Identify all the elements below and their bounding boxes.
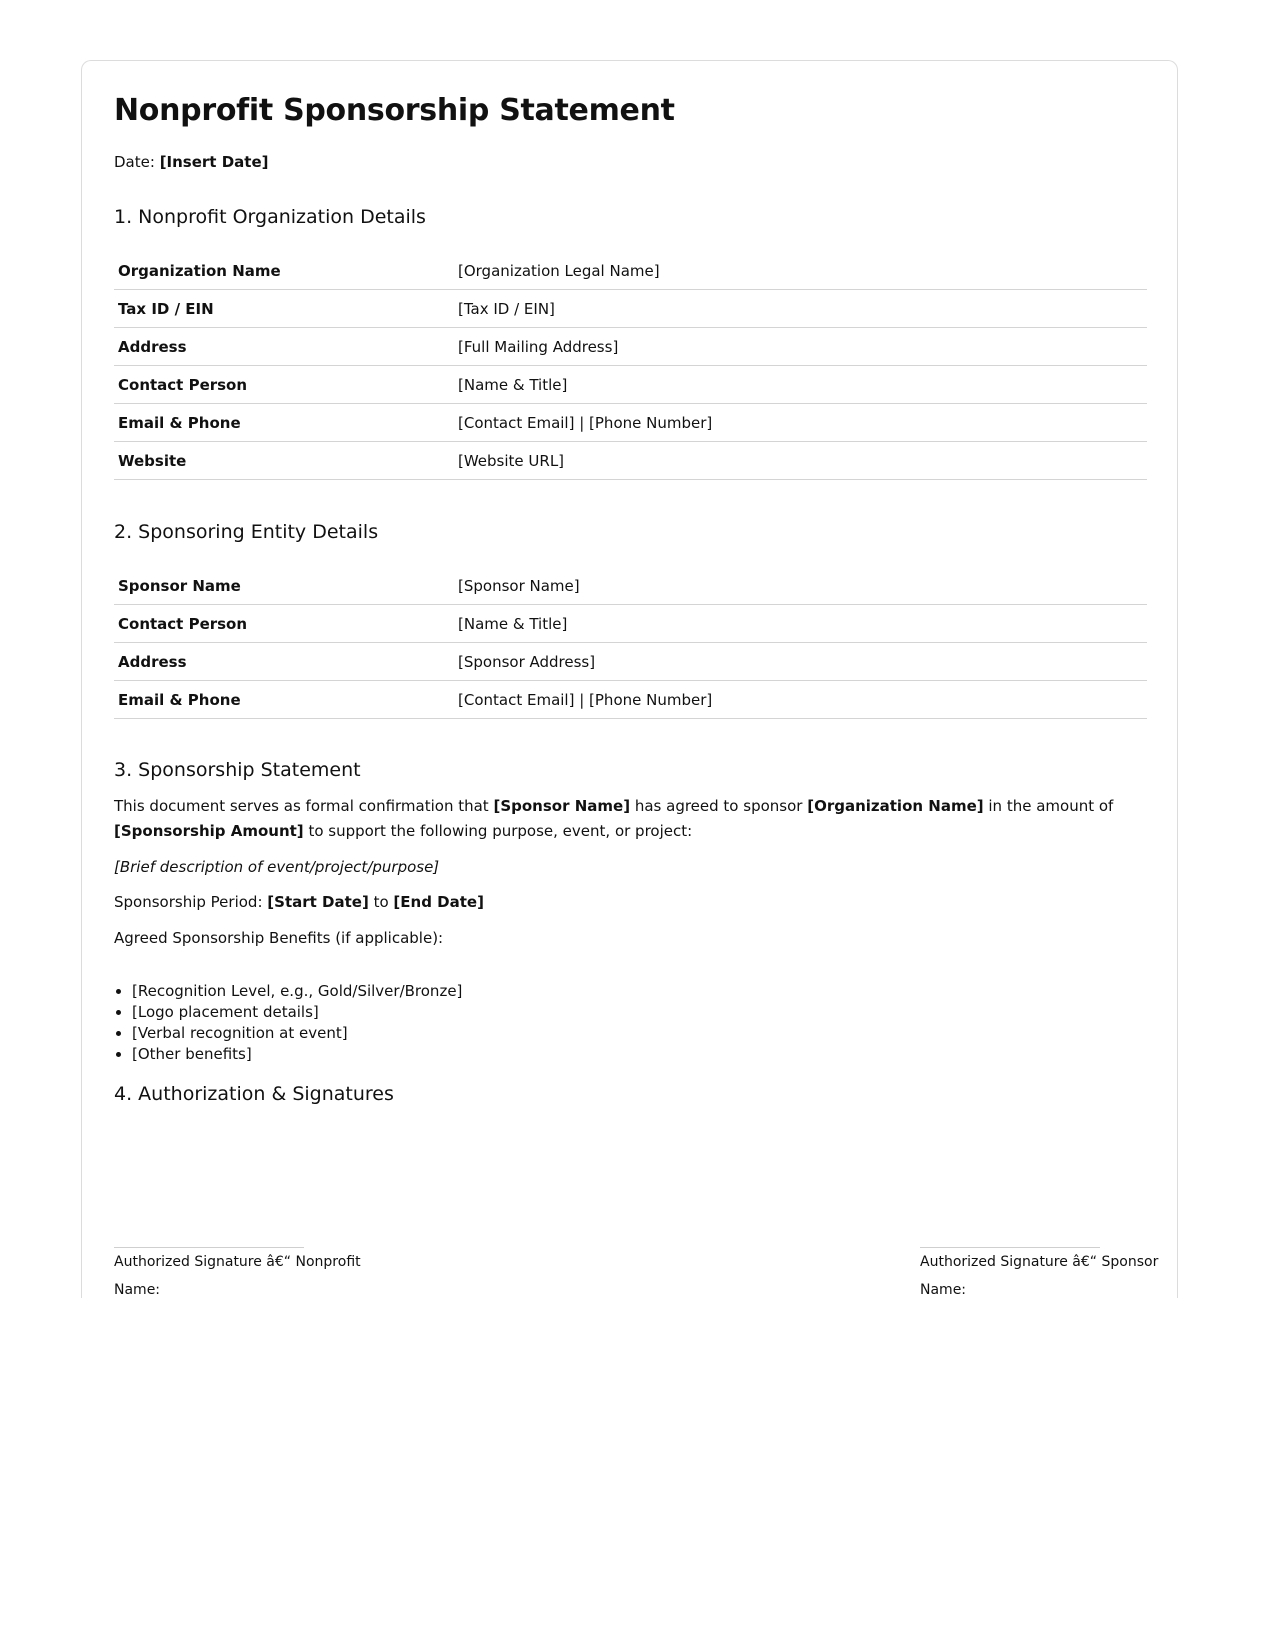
table-row bbox=[114, 442, 1147, 480]
statement-text: has agreed to sponsor bbox=[634, 797, 803, 815]
statement-paragraph bbox=[114, 794, 1147, 844]
statement-text: This document serves as formal confirmation that bbox=[114, 797, 489, 815]
statement-text: to support the following purpose, event, or project: bbox=[308, 822, 693, 840]
field-label: Sponsor Name bbox=[114, 567, 454, 605]
section-heading-nonprofit: 1. Nonprofit Organization Details bbox=[114, 206, 426, 228]
period-start: [Start Date] bbox=[267, 893, 369, 911]
benefits-label: Agreed Sponsorship Benefits (if applicable): bbox=[114, 929, 444, 947]
nonprofit-details-table bbox=[114, 252, 1147, 480]
field-label: Address bbox=[114, 328, 454, 366]
field-value: [Name & Title] bbox=[454, 605, 1147, 643]
table-row bbox=[114, 643, 1147, 681]
page-title: Nonprofit Sponsorship Statement bbox=[114, 93, 675, 128]
signature-name-label: Name: bbox=[114, 1282, 161, 1298]
period-end: [End Date] bbox=[393, 893, 484, 911]
signature-block-nonprofit bbox=[114, 1247, 361, 1298]
table-row bbox=[114, 605, 1147, 643]
period-separator: to bbox=[373, 893, 389, 911]
field-value: [Website URL] bbox=[454, 442, 1147, 480]
date-label: Date: bbox=[114, 153, 155, 171]
field-value: [Sponsor Address] bbox=[454, 643, 1147, 681]
field-label: Website bbox=[114, 442, 454, 480]
document-card bbox=[81, 60, 1178, 1298]
table-row bbox=[114, 567, 1147, 605]
list-item: • [Logo placement details] bbox=[132, 1002, 462, 1023]
signature-name-label: Name: bbox=[920, 1282, 967, 1298]
section-heading-signatures: 4. Authorization & Signatures bbox=[114, 1083, 394, 1105]
statement-amount: [Sponsorship Amount] bbox=[114, 822, 304, 840]
benefits-list bbox=[114, 981, 462, 1065]
field-value: [Name & Title] bbox=[454, 366, 1147, 404]
section-heading-sponsor: 2. Sponsoring Entity Details bbox=[114, 521, 379, 543]
field-label: Organization Name bbox=[114, 252, 454, 290]
sponsorship-period bbox=[114, 890, 1147, 915]
field-value: [Tax ID / EIN] bbox=[454, 290, 1147, 328]
field-value: [Contact Email] | [Phone Number] bbox=[454, 404, 1147, 442]
table-row bbox=[114, 252, 1147, 290]
document-date bbox=[114, 153, 268, 171]
field-label: Contact Person bbox=[114, 605, 454, 643]
list-item: • [Verbal recognition at event] bbox=[132, 1023, 462, 1044]
table-row bbox=[114, 290, 1147, 328]
date-value: [Insert Date] bbox=[159, 153, 269, 171]
sponsor-details-table bbox=[114, 567, 1147, 719]
statement-text: in the amount of bbox=[988, 797, 1114, 815]
field-label: Email & Phone bbox=[114, 404, 454, 442]
table-row bbox=[114, 366, 1147, 404]
signature-block-sponsor bbox=[920, 1247, 1158, 1298]
signature-caption: Authorized Signature â€“ Sponsor bbox=[920, 1254, 1159, 1270]
section-heading-statement: 3. Sponsorship Statement bbox=[114, 759, 361, 781]
field-label: Contact Person bbox=[114, 366, 454, 404]
field-label: Tax ID / EIN bbox=[114, 290, 454, 328]
field-value: [Contact Email] | [Phone Number] bbox=[454, 681, 1147, 719]
field-value: [Organization Legal Name] bbox=[454, 252, 1147, 290]
field-value: [Sponsor Name] bbox=[454, 567, 1147, 605]
statement-sponsor-name: [Sponsor Name] bbox=[493, 797, 631, 815]
list-item: • [Recognition Level, e.g., Gold/Silver/Bronze] bbox=[132, 981, 462, 1002]
field-label: Address bbox=[114, 643, 454, 681]
list-item: • [Other benefits] bbox=[132, 1044, 462, 1065]
field-label: Email & Phone bbox=[114, 681, 454, 719]
table-row bbox=[114, 328, 1147, 366]
signature-caption: Authorized Signature â€“ Nonprofit bbox=[114, 1254, 361, 1270]
project-description: [Brief description of event/project/purpose] bbox=[114, 858, 440, 876]
period-label: Sponsorship Period: bbox=[114, 893, 263, 911]
table-row bbox=[114, 404, 1147, 442]
table-row bbox=[114, 681, 1147, 719]
statement-organization-name: [Organization Name] bbox=[807, 797, 984, 815]
field-value: [Full Mailing Address] bbox=[454, 328, 1147, 366]
